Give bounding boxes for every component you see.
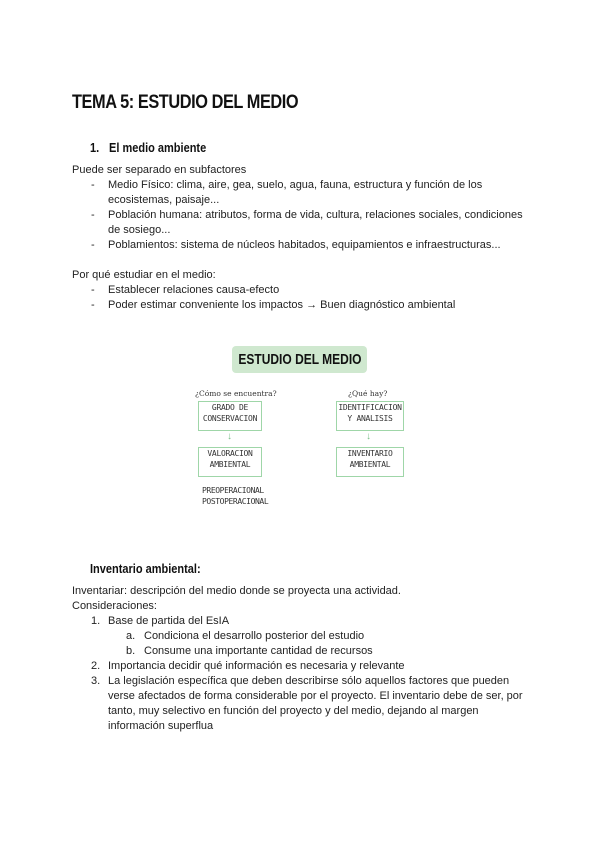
bullet-dash: - <box>91 179 95 191</box>
left-question: ¿Cómo se encuentra? <box>195 389 277 398</box>
phase-line: POSTOPERACIONAL <box>202 497 269 506</box>
box-line: GRADO DE <box>211 403 249 412</box>
box-line: VALORACION <box>207 449 253 458</box>
section1-number: 1. <box>90 141 100 155</box>
bullet-item: Establecer relaciones causa-efecto <box>108 284 280 296</box>
identification-box <box>336 401 404 431</box>
bullet-item: Población humana: atributos, forma de vida, cultura, relaciones sociales, condiciones de sosiego... <box>108 209 523 236</box>
valuation-box <box>198 447 262 477</box>
list-number: 1. <box>91 615 101 627</box>
bullet-item: Poblamientos: sistema de núcleos habitados, equipamientos e infraestructuras... <box>108 239 501 251</box>
list-number: 2. <box>91 660 101 672</box>
box-line: AMBIENTAL <box>349 460 391 469</box>
box-line: CONSERVACION <box>202 414 258 423</box>
list-item: Importancia decidir qué información es necesaria y relevante <box>108 660 405 672</box>
section1-heading: El medio ambiente <box>109 141 207 155</box>
box-line: INVENTARIO <box>347 449 393 458</box>
page-title: TEMA 5: ESTUDIO DEL MEDIO <box>72 92 299 113</box>
right-question: ¿Qué hay? <box>348 389 388 398</box>
bullet-dash: - <box>91 299 95 311</box>
inventory-definition: Inventariar: descripción del medio donde se proyecta una actividad. <box>72 585 401 597</box>
list-letter: a. <box>126 630 136 642</box>
conservation-box <box>198 401 262 431</box>
list-letter: b. <box>126 645 136 657</box>
list-item: Consume una importante cantidad de recursos <box>144 645 373 657</box>
box-line: Y ANALISIS <box>347 414 393 423</box>
study-diagram <box>190 338 410 518</box>
arrow-down-icon: ↓ <box>366 431 371 442</box>
section2-heading: Inventario ambiental: <box>90 562 201 576</box>
diagram-title: ESTUDIO DEL MEDIO <box>232 346 367 373</box>
section1-intro: Puede ser separado en subfactores <box>72 164 247 176</box>
phase-line: PREOPERACIONAL <box>202 486 264 495</box>
list-item: Base de partida del EsIA <box>108 615 230 627</box>
bullet-dash: - <box>91 209 95 221</box>
list-item: Condiciona el desarrollo posterior del estudio <box>144 630 365 642</box>
inventory-box <box>336 447 404 477</box>
list-number: 3. <box>91 675 101 687</box>
bullet-item: Medio Físico: clima, aire, gea, suelo, agua, fauna, estructura y función de los ecosistemas, paisaje... <box>108 179 483 206</box>
arrow-down-icon: ↓ <box>227 431 232 442</box>
why-intro: Por qué estudiar en el medio: <box>72 269 216 281</box>
list-item: La legislación específica que deben describirse sólo aquellos factores que pueden verse afectados de forma considerable por el proyecto. El inventario debe de ser, por tanto, muy selectivo en función del proyecto y del medio, dejando al margen información superflua <box>108 675 523 732</box>
bullet-item: Poder estimar conveniente los impactos → Buen diagnóstico ambiental <box>108 299 456 311</box>
considerations-label: Consideraciones: <box>72 600 157 612</box>
operational-phases <box>202 485 268 507</box>
bullet-dash: - <box>91 284 95 296</box>
bullet-dash: - <box>91 239 95 251</box>
box-line: IDENTIFICACION <box>338 403 402 412</box>
box-line: AMBIENTAL <box>209 460 251 469</box>
